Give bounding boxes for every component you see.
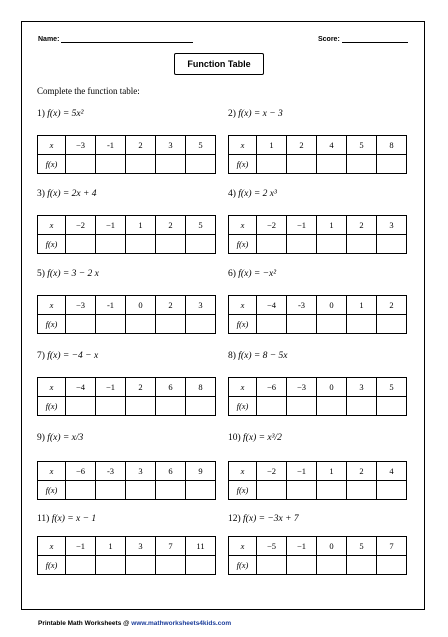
fx-answer-cell[interactable] <box>287 155 317 174</box>
x-header: x <box>38 136 66 155</box>
fx-row <box>229 315 407 334</box>
x-value-cell: 1 <box>347 296 377 315</box>
fx-answer-cell[interactable] <box>347 481 377 500</box>
fx-answer-cell[interactable] <box>126 315 156 334</box>
function-table-10 <box>228 461 407 500</box>
fx-answer-cell[interactable] <box>287 235 317 254</box>
problem-number: 2) <box>228 109 236 119</box>
fx-answer-cell[interactable] <box>96 155 126 174</box>
function-table-11 <box>37 536 216 575</box>
problem-1-label <box>37 109 83 119</box>
fx-answer-cell[interactable] <box>257 155 287 174</box>
x-header: x <box>229 296 257 315</box>
worksheet-title: Function Table <box>174 53 264 75</box>
fx-row <box>229 481 407 500</box>
x-header: x <box>229 378 257 397</box>
fx-answer-cell[interactable] <box>317 315 347 334</box>
x-header: x <box>38 216 66 235</box>
x-value-cell: −1 <box>287 216 317 235</box>
fx-header: f(x) <box>38 481 66 500</box>
problem-equation: f(x) = 5x² <box>47 109 84 119</box>
x-value-cell: 2 <box>126 378 156 397</box>
fx-answer-cell[interactable] <box>347 556 377 575</box>
problem-2-label <box>228 109 283 119</box>
function-table-12 <box>228 536 407 575</box>
x-value-cell: 0 <box>317 537 347 556</box>
fx-row <box>38 155 216 174</box>
fx-answer-cell[interactable] <box>317 155 347 174</box>
fx-answer-cell[interactable] <box>317 397 347 416</box>
problem-equation: f(x) = x³/2 <box>243 433 282 443</box>
x-row <box>38 296 216 315</box>
fx-header: f(x) <box>229 155 257 174</box>
fx-answer-cell[interactable] <box>347 155 377 174</box>
x-value-cell: 7 <box>156 537 186 556</box>
x-value-cell: 2 <box>126 136 156 155</box>
x-value-cell: 6 <box>156 378 186 397</box>
x-value-cell: 0 <box>317 378 347 397</box>
problem-8-label <box>228 351 288 361</box>
fx-answer-cell[interactable] <box>186 397 216 416</box>
score-field[interactable] <box>318 36 408 43</box>
x-value-cell: 5 <box>347 537 377 556</box>
x-row <box>229 216 407 235</box>
function-table-8 <box>228 377 407 416</box>
problem-equation: f(x) = x − 1 <box>51 514 97 524</box>
footer-url[interactable]: www.mathworksheets4kids.com <box>131 620 232 627</box>
fx-answer-cell[interactable] <box>317 235 347 254</box>
problem-number: 11) <box>37 514 50 524</box>
problem-equation: f(x) = −3x + 7 <box>243 514 299 524</box>
x-value-cell: −4 <box>257 296 287 315</box>
x-value-cell: 5 <box>377 378 407 397</box>
function-table-9 <box>37 461 216 500</box>
problem-number: 12) <box>228 514 241 524</box>
name-label: Name: <box>38 36 60 43</box>
fx-answer-cell[interactable] <box>66 155 96 174</box>
fx-answer-cell[interactable] <box>347 397 377 416</box>
problem-number: 10) <box>228 433 241 443</box>
x-value-cell: −6 <box>257 378 287 397</box>
score-line[interactable] <box>342 42 408 43</box>
x-value-cell: 2 <box>347 462 377 481</box>
x-value-cell: −2 <box>257 216 287 235</box>
fx-answer-cell[interactable] <box>186 556 216 575</box>
x-value-cell: −1 <box>66 537 96 556</box>
x-value-cell: 2 <box>156 296 186 315</box>
x-value-cell: 3 <box>126 537 156 556</box>
x-value-cell: −6 <box>66 462 96 481</box>
fx-answer-cell[interactable] <box>96 556 126 575</box>
x-value-cell: 1 <box>96 537 126 556</box>
fx-answer-cell[interactable] <box>156 481 186 500</box>
x-header: x <box>229 216 257 235</box>
fx-answer-cell[interactable] <box>287 556 317 575</box>
x-value-cell: −1 <box>96 378 126 397</box>
x-value-cell: −1 <box>287 462 317 481</box>
score-label: Score: <box>318 36 340 43</box>
x-value-cell: −3 <box>66 296 96 315</box>
x-header: x <box>38 537 66 556</box>
fx-answer-cell[interactable] <box>377 235 407 254</box>
problem-number: 7) <box>37 351 45 361</box>
fx-answer-cell[interactable] <box>66 397 96 416</box>
x-header: x <box>38 378 66 397</box>
fx-header: f(x) <box>229 235 257 254</box>
problem-number: 1) <box>37 109 45 119</box>
fx-row <box>38 397 216 416</box>
fx-row <box>229 155 407 174</box>
x-value-cell: 4 <box>377 462 407 481</box>
fx-answer-cell[interactable] <box>377 315 407 334</box>
problem-number: 9) <box>37 433 45 443</box>
function-table-2 <box>228 135 407 174</box>
x-value-cell: 2 <box>347 216 377 235</box>
x-row <box>229 462 407 481</box>
fx-answer-cell[interactable] <box>257 556 287 575</box>
x-row <box>229 136 407 155</box>
fx-answer-cell[interactable] <box>257 397 287 416</box>
x-value-cell: 3 <box>156 136 186 155</box>
fx-answer-cell[interactable] <box>96 315 126 334</box>
x-value-cell: −1 <box>96 216 126 235</box>
fx-answer-cell[interactable] <box>126 481 156 500</box>
fx-answer-cell[interactable] <box>126 556 156 575</box>
x-value-cell: −3 <box>66 136 96 155</box>
fx-answer-cell[interactable] <box>126 397 156 416</box>
fx-header: f(x) <box>229 397 257 416</box>
x-value-cell: 1 <box>257 136 287 155</box>
x-value-cell: -3 <box>287 296 317 315</box>
x-header: x <box>38 296 66 315</box>
x-header: x <box>229 537 257 556</box>
x-value-cell: 8 <box>377 136 407 155</box>
function-table-6 <box>228 295 407 334</box>
fx-row <box>38 481 216 500</box>
fx-header: f(x) <box>229 315 257 334</box>
fx-answer-cell[interactable] <box>186 155 216 174</box>
x-value-cell: −4 <box>66 378 96 397</box>
x-row <box>229 378 407 397</box>
function-table-1 <box>37 135 216 174</box>
x-value-cell: 5 <box>186 216 216 235</box>
problem-number: 3) <box>37 189 45 199</box>
problem-number: 6) <box>228 269 236 279</box>
problem-number: 5) <box>37 269 45 279</box>
x-header: x <box>38 462 66 481</box>
fx-answer-cell[interactable] <box>287 397 317 416</box>
fx-answer-cell[interactable] <box>186 315 216 334</box>
fx-answer-cell[interactable] <box>287 315 317 334</box>
fx-row <box>38 315 216 334</box>
fx-answer-cell[interactable] <box>96 235 126 254</box>
fx-answer-cell[interactable] <box>156 397 186 416</box>
problem-11-label <box>37 514 96 524</box>
x-value-cell: 3 <box>347 378 377 397</box>
x-value-cell: 1 <box>126 216 156 235</box>
x-row <box>38 216 216 235</box>
fx-answer-cell[interactable] <box>257 481 287 500</box>
x-row <box>229 296 407 315</box>
function-table-3 <box>37 215 216 254</box>
x-value-cell: −5 <box>257 537 287 556</box>
fx-header: f(x) <box>38 315 66 334</box>
fx-answer-cell[interactable] <box>66 481 96 500</box>
fx-header: f(x) <box>229 556 257 575</box>
function-table-4 <box>228 215 407 254</box>
problem-3-label <box>37 189 97 199</box>
fx-answer-cell[interactable] <box>257 235 287 254</box>
name-line[interactable] <box>61 42 193 43</box>
problem-12-label <box>228 514 299 524</box>
x-value-cell: 6 <box>156 462 186 481</box>
fx-answer-cell[interactable] <box>66 235 96 254</box>
problem-6-label <box>228 269 276 279</box>
problem-number: 8) <box>228 351 236 361</box>
x-value-cell: 9 <box>186 462 216 481</box>
problem-equation: f(x) = 3 − 2 x <box>47 269 99 279</box>
x-value-cell: 7 <box>377 537 407 556</box>
footer <box>38 620 231 627</box>
name-field[interactable] <box>38 36 193 43</box>
problem-4-label <box>228 189 277 199</box>
x-value-cell: 3 <box>377 216 407 235</box>
problem-equation: f(x) = 2 x³ <box>238 189 277 199</box>
x-value-cell: 1 <box>317 216 347 235</box>
problem-9-label <box>37 433 83 443</box>
fx-answer-cell[interactable] <box>347 315 377 334</box>
fx-row <box>38 235 216 254</box>
problem-number: 4) <box>228 189 236 199</box>
x-value-cell: -1 <box>96 136 126 155</box>
x-value-cell: 2 <box>377 296 407 315</box>
fx-row <box>229 556 407 575</box>
x-value-cell: 8 <box>186 378 216 397</box>
fx-header: f(x) <box>229 481 257 500</box>
fx-header: f(x) <box>38 556 66 575</box>
fx-answer-cell[interactable] <box>186 235 216 254</box>
x-value-cell: -3 <box>96 462 126 481</box>
fx-answer-cell[interactable] <box>126 235 156 254</box>
problem-equation: f(x) = 8 − 5x <box>238 351 288 361</box>
x-row <box>38 378 216 397</box>
x-value-cell: 2 <box>156 216 186 235</box>
problem-equation: f(x) = −x² <box>238 269 277 279</box>
x-value-cell: −3 <box>287 378 317 397</box>
fx-answer-cell[interactable] <box>317 556 347 575</box>
function-table-5 <box>37 295 216 334</box>
x-row <box>38 136 216 155</box>
function-table-7 <box>37 377 216 416</box>
x-value-cell: -1 <box>96 296 126 315</box>
x-value-cell: 3 <box>186 296 216 315</box>
fx-answer-cell[interactable] <box>66 315 96 334</box>
x-row <box>38 462 216 481</box>
fx-answer-cell[interactable] <box>377 556 407 575</box>
fx-answer-cell[interactable] <box>377 397 407 416</box>
fx-answer-cell[interactable] <box>257 315 287 334</box>
x-value-cell: −2 <box>66 216 96 235</box>
fx-header: f(x) <box>38 235 66 254</box>
x-value-cell: −1 <box>287 537 317 556</box>
x-value-cell: 5 <box>186 136 216 155</box>
fx-answer-cell[interactable] <box>186 481 216 500</box>
fx-answer-cell[interactable] <box>66 556 96 575</box>
x-header: x <box>229 136 257 155</box>
problem-equation: f(x) = −4 − x <box>47 351 99 361</box>
x-value-cell: 3 <box>126 462 156 481</box>
fx-row <box>229 235 407 254</box>
footer-text: Printable Math Worksheets @ <box>38 620 132 627</box>
fx-answer-cell[interactable] <box>96 397 126 416</box>
fx-answer-cell[interactable] <box>317 481 347 500</box>
x-value-cell: 1 <box>317 462 347 481</box>
x-row <box>229 537 407 556</box>
x-value-cell: −2 <box>257 462 287 481</box>
fx-row <box>229 397 407 416</box>
fx-answer-cell[interactable] <box>156 315 186 334</box>
problem-equation: f(x) = x − 3 <box>238 109 283 119</box>
fx-answer-cell[interactable] <box>156 155 186 174</box>
x-header: x <box>229 462 257 481</box>
problem-5-label <box>37 269 99 279</box>
x-value-cell: 0 <box>317 296 347 315</box>
fx-answer-cell[interactable] <box>377 481 407 500</box>
x-value-cell: 5 <box>347 136 377 155</box>
instructions: Complete the function table: <box>37 86 140 96</box>
problem-equation: f(x) = 2x + 4 <box>47 189 97 199</box>
fx-answer-cell[interactable] <box>96 481 126 500</box>
x-value-cell: 11 <box>186 537 216 556</box>
x-value-cell: 4 <box>317 136 347 155</box>
x-value-cell: 2 <box>287 136 317 155</box>
problem-10-label <box>228 433 282 443</box>
fx-header: f(x) <box>38 155 66 174</box>
fx-answer-cell[interactable] <box>347 235 377 254</box>
fx-answer-cell[interactable] <box>377 155 407 174</box>
problem-equation: f(x) = x/3 <box>47 433 84 443</box>
problem-7-label <box>37 351 98 361</box>
fx-answer-cell[interactable] <box>156 235 186 254</box>
fx-answer-cell[interactable] <box>287 481 317 500</box>
x-value-cell: 0 <box>126 296 156 315</box>
fx-row <box>38 556 216 575</box>
fx-header: f(x) <box>38 397 66 416</box>
fx-answer-cell[interactable] <box>156 556 186 575</box>
fx-answer-cell[interactable] <box>126 155 156 174</box>
x-row <box>38 537 216 556</box>
